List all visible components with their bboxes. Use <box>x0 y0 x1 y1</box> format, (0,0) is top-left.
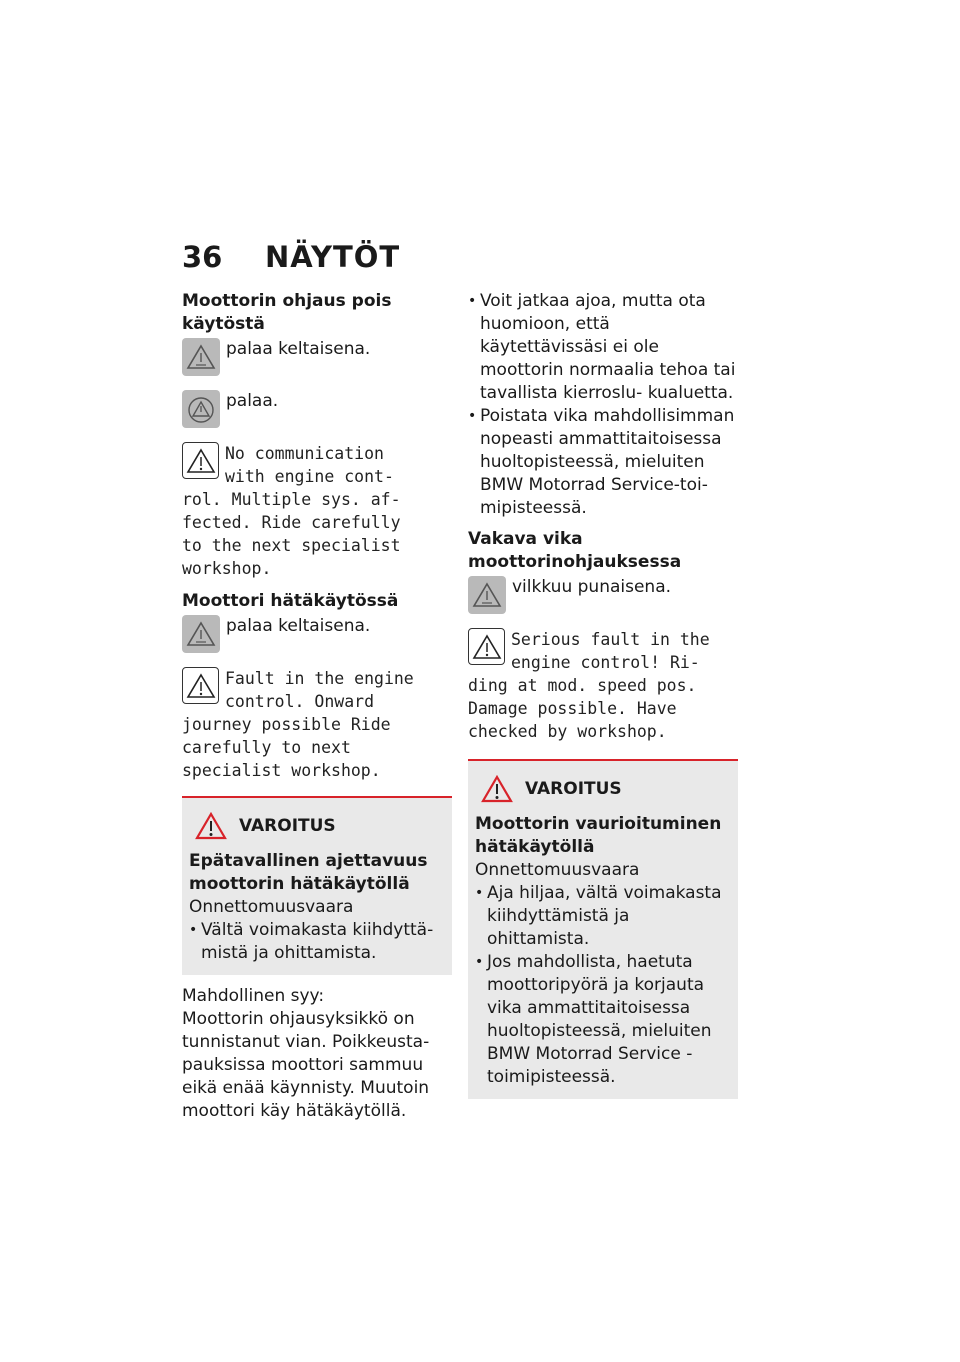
warning-triangle-icon <box>468 576 506 614</box>
warning-hazard: Onnettomuusvaara <box>189 897 354 917</box>
list-item: • Poistata vika mahdollisimman nopeasti ammattitaitoisessa huoltopisteessä, mieluiten BMW Motorrad Service-toi- mipisteessä. <box>468 406 735 518</box>
message-line: with engine cont- <box>225 467 394 486</box>
message-line: workshop. <box>182 559 272 578</box>
message-line: Serious fault in the <box>511 630 710 649</box>
message-line: No communication <box>225 444 384 463</box>
indicator-row <box>182 390 452 428</box>
warning-triangle-icon <box>195 812 227 840</box>
message-line: to the next specialist <box>182 536 401 555</box>
display-message <box>182 667 452 782</box>
message-line: specialist workshop. <box>182 761 381 780</box>
indicator-text: vilkkuu punaisena. <box>512 577 672 597</box>
warning-box <box>468 759 738 1099</box>
warning-title: Epätavallinen ajettavuus moottorin hätäkäytöllä <box>189 851 428 894</box>
warning-triangle-icon <box>182 390 220 428</box>
page-number: 36 <box>182 240 223 274</box>
warning-triangle-icon <box>182 615 220 653</box>
section-heading: Moottorin ohjaus pois käytöstä <box>182 291 392 334</box>
indicator-text: palaa. <box>226 391 279 411</box>
section-heading: Moottori hätäkäytössä <box>182 591 399 611</box>
indicator-row <box>182 615 452 653</box>
message-line: Damage possible. Have <box>468 699 677 718</box>
left-column <box>182 290 452 1123</box>
warning-title: Moottorin vaurioituminen hätäkäytöllä <box>475 814 722 857</box>
warning-triangle-icon <box>468 628 505 665</box>
cause-title: Mahdollinen syy: <box>182 986 325 1006</box>
page-title: NÄYTÖT <box>265 240 401 274</box>
list-item: • Voit jatkaa ajoa, mutta ota huomioon, että käytettävissäsi ei ole moottorin normaalia tehoa tai tavallista kierroslu- kualuetta. <box>468 291 736 403</box>
message-line: ding at mod. speed pos. <box>468 676 697 695</box>
indicator-row <box>182 338 452 376</box>
indicator-text: palaa keltaisena. <box>226 616 371 636</box>
warning-box <box>182 796 452 975</box>
message-line: Fault in the engine <box>225 669 414 688</box>
warning-hazard: Onnettomuusvaara <box>475 860 640 880</box>
right-column <box>468 290 738 1099</box>
message-line: control. Onward <box>225 692 375 711</box>
message-line: engine control! Ri- <box>511 653 700 672</box>
section-heading: Vakava vika moottorinohjauksessa <box>468 529 682 572</box>
message-line: checked by workshop. <box>468 722 667 741</box>
warning-triangle-icon <box>182 338 220 376</box>
warning-triangle-icon <box>182 442 219 479</box>
list-item: • Jos mahdollista, haetuta moottoripyörä ja korjauta vika ammattitaitoisessa huoltopisteessä, mieluiten BMW Motorrad Service -toimipisteessä. <box>475 952 712 1087</box>
display-message <box>468 628 738 743</box>
message-line: journey possible Ride <box>182 715 391 734</box>
warning-triangle-icon <box>182 667 219 704</box>
warning-label: VAROITUS <box>525 779 622 799</box>
list-item: • Aja hiljaa, vältä voimakasta kiihdyttämistä ja ohittamista. <box>475 883 722 949</box>
display-message <box>182 442 452 580</box>
list-item: • Vältä voimakasta kiihdyttä- mistä ja ohittamista. <box>189 920 434 963</box>
indicator-text: palaa keltaisena. <box>226 339 371 359</box>
message-line: rol. Multiple sys. af- <box>182 490 401 509</box>
message-line: fected. Ride carefully <box>182 513 401 532</box>
cause-text: Moottorin ohjausyksikkö on tunnistanut vian. Poikkeusta- pauksissa moottori sammuu eikä enää käynnisty. Muutoin moottori käy hätäkäytöllä. <box>182 1009 430 1121</box>
warning-triangle-icon <box>481 775 513 803</box>
warning-label: VAROITUS <box>239 816 336 836</box>
indicator-row <box>468 576 738 614</box>
message-line: carefully to next <box>182 738 351 757</box>
